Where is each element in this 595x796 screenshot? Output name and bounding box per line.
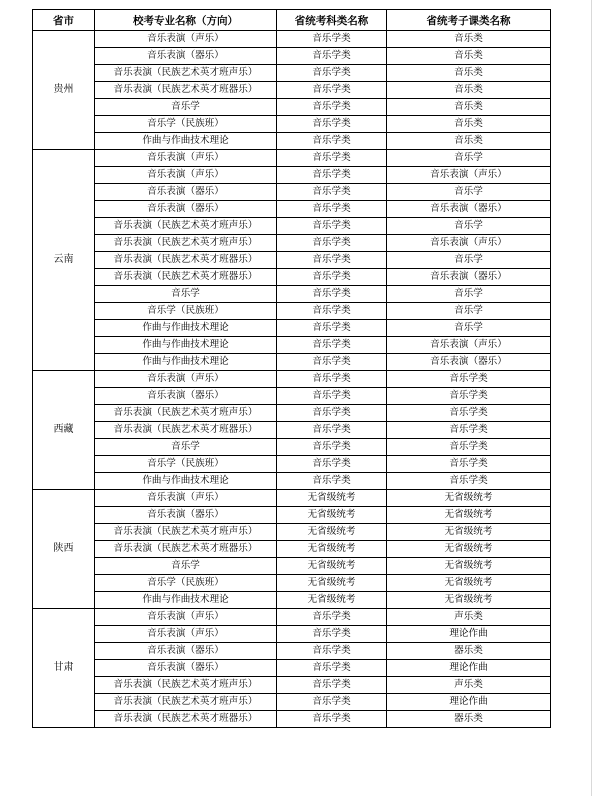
table-row xyxy=(33,490,551,507)
table-row xyxy=(33,643,551,660)
exam-category-cell: 无省级统考 xyxy=(277,592,387,609)
major-cell: 音乐学（民族班） xyxy=(95,575,277,592)
exam-category-cell: 音乐学类 xyxy=(277,116,387,133)
exam-subcategory-cell: 音乐学 xyxy=(387,184,551,201)
major-cell: 作曲与作曲技术理论 xyxy=(95,354,277,371)
exam-category-cell: 无省级统考 xyxy=(277,541,387,558)
table-row xyxy=(33,507,551,524)
table-row xyxy=(33,184,551,201)
major-cell: 音乐表演（声乐） xyxy=(95,167,277,184)
exam-subcategory-cell: 音乐类 xyxy=(387,65,551,82)
exam-subcategory-cell: 音乐类 xyxy=(387,116,551,133)
exam-category-cell: 音乐学类 xyxy=(277,31,387,48)
major-cell: 音乐表演（声乐） xyxy=(95,150,277,167)
exam-subcategory-cell: 音乐学类 xyxy=(387,405,551,422)
exam-category-cell: 音乐学类 xyxy=(277,371,387,388)
table-row xyxy=(33,626,551,643)
table-row xyxy=(33,337,551,354)
exam-subcategory-cell: 无省级统考 xyxy=(387,490,551,507)
exam-subcategory-cell: 无省级统考 xyxy=(387,524,551,541)
major-cell: 音乐表演（民族艺术英才班声乐） xyxy=(95,524,277,541)
exam-subcategory-cell: 理论作曲 xyxy=(387,626,551,643)
table-row xyxy=(33,65,551,82)
exam-subcategory-cell: 音乐表演（器乐） xyxy=(387,201,551,218)
major-cell: 音乐学 xyxy=(95,558,277,575)
major-cell: 音乐表演（器乐） xyxy=(95,48,277,65)
major-cell: 音乐表演（器乐） xyxy=(95,201,277,218)
exam-category-cell: 音乐学类 xyxy=(277,201,387,218)
exam-category-cell: 音乐学类 xyxy=(277,643,387,660)
exam-category-cell: 音乐学类 xyxy=(277,269,387,286)
exam-category-cell: 音乐学类 xyxy=(277,320,387,337)
table-row xyxy=(33,371,551,388)
table-row xyxy=(33,541,551,558)
major-cell: 音乐表演（民族艺术英才班声乐） xyxy=(95,405,277,422)
table-row xyxy=(33,269,551,286)
exam-subcategory-cell: 音乐类 xyxy=(387,31,551,48)
major-cell: 音乐表演（民族艺术英才班器乐） xyxy=(95,711,277,728)
table-row xyxy=(33,218,551,235)
exam-category-cell: 音乐学类 xyxy=(277,422,387,439)
exam-subcategory-cell: 音乐类 xyxy=(387,82,551,99)
exam-category-cell: 音乐学类 xyxy=(277,218,387,235)
major-cell: 音乐学 xyxy=(95,439,277,456)
exam-category-cell: 音乐学类 xyxy=(277,405,387,422)
table-row xyxy=(33,609,551,626)
exam-category-cell: 无省级统考 xyxy=(277,558,387,575)
exam-subcategory-cell: 音乐学 xyxy=(387,303,551,320)
table-row xyxy=(33,133,551,150)
table-row xyxy=(33,252,551,269)
exam-subcategory-cell: 音乐类 xyxy=(387,99,551,116)
exam-subcategory-cell: 音乐表演（声乐） xyxy=(387,167,551,184)
header-major: 校考专业名称（方向） xyxy=(95,10,277,31)
exam-category-cell: 音乐学类 xyxy=(277,660,387,677)
exam-category-cell: 音乐学类 xyxy=(277,677,387,694)
exam-category-cell: 音乐学类 xyxy=(277,694,387,711)
exam-category-cell: 音乐学类 xyxy=(277,354,387,371)
header-exam-subcategory: 省统考子课类名称 xyxy=(387,10,551,31)
major-cell: 音乐表演（民族艺术英才班器乐） xyxy=(95,252,277,269)
exam-category-cell: 音乐学类 xyxy=(277,337,387,354)
exam-subcategory-cell: 音乐表演（声乐） xyxy=(387,337,551,354)
header-exam-category: 省统考科类名称 xyxy=(277,10,387,31)
exam-category-cell: 音乐学类 xyxy=(277,235,387,252)
exam-subcategory-cell: 音乐学 xyxy=(387,286,551,303)
major-cell: 音乐学（民族班） xyxy=(95,116,277,133)
exam-subcategory-cell: 音乐学类 xyxy=(387,422,551,439)
major-cell: 音乐表演（器乐） xyxy=(95,643,277,660)
major-cell: 音乐表演（民族艺术英才班声乐） xyxy=(95,694,277,711)
table-row xyxy=(33,439,551,456)
table-row xyxy=(33,473,551,490)
exam-subcategory-cell: 音乐学 xyxy=(387,218,551,235)
exam-category-cell: 音乐学类 xyxy=(277,150,387,167)
exam-subcategory-cell: 声乐类 xyxy=(387,609,551,626)
exam-subcategory-cell: 音乐学类 xyxy=(387,439,551,456)
exam-category-cell: 无省级统考 xyxy=(277,490,387,507)
page-edge xyxy=(591,0,592,796)
exam-subcategory-cell: 音乐学类 xyxy=(387,456,551,473)
exam-category-cell: 音乐学类 xyxy=(277,711,387,728)
exam-subcategory-cell: 器乐类 xyxy=(387,643,551,660)
exam-category-cell: 音乐学类 xyxy=(277,439,387,456)
table-row xyxy=(33,320,551,337)
exam-category-cell: 音乐学类 xyxy=(277,388,387,405)
exam-category-cell: 无省级统考 xyxy=(277,575,387,592)
exam-category-cell: 音乐学类 xyxy=(277,184,387,201)
table-row xyxy=(33,150,551,167)
table-row xyxy=(33,235,551,252)
table-row xyxy=(33,405,551,422)
exam-subcategory-cell: 声乐类 xyxy=(387,677,551,694)
exam-subcategory-cell: 音乐学类 xyxy=(387,473,551,490)
major-cell: 音乐学（民族班） xyxy=(95,303,277,320)
table-row xyxy=(33,694,551,711)
exam-category-cell: 音乐学类 xyxy=(277,133,387,150)
exam-category-cell: 音乐学类 xyxy=(277,48,387,65)
province-cell: 云南 xyxy=(33,150,95,371)
table-row xyxy=(33,677,551,694)
exam-category-cell: 音乐学类 xyxy=(277,167,387,184)
major-cell: 音乐表演（声乐） xyxy=(95,626,277,643)
major-cell: 作曲与作曲技术理论 xyxy=(95,320,277,337)
table-row xyxy=(33,388,551,405)
major-cell: 音乐表演（民族艺术英才班器乐） xyxy=(95,82,277,99)
major-cell: 音乐表演（声乐） xyxy=(95,490,277,507)
province-cell: 陕西 xyxy=(33,490,95,609)
major-cell: 音乐表演（声乐） xyxy=(95,609,277,626)
major-cell: 音乐表演（声乐） xyxy=(95,371,277,388)
table-row xyxy=(33,167,551,184)
table-row xyxy=(33,99,551,116)
table-row xyxy=(33,48,551,65)
table-row xyxy=(33,201,551,218)
major-cell: 音乐表演（民族艺术英才班声乐） xyxy=(95,677,277,694)
exam-category-cell: 音乐学类 xyxy=(277,609,387,626)
table-row xyxy=(33,354,551,371)
exam-subcategory-cell: 音乐表演（声乐） xyxy=(387,235,551,252)
table-row xyxy=(33,286,551,303)
exam-subcategory-cell: 音乐学类 xyxy=(387,371,551,388)
province-cell: 甘肃 xyxy=(33,609,95,728)
province-cell: 西藏 xyxy=(33,371,95,490)
exam-subcategory-cell: 音乐学 xyxy=(387,150,551,167)
major-cell: 音乐表演（民族艺术英才班声乐） xyxy=(95,65,277,82)
exam-subcategory-cell: 音乐类 xyxy=(387,133,551,150)
exam-subcategory-cell: 音乐学 xyxy=(387,320,551,337)
table-row xyxy=(33,524,551,541)
table-row xyxy=(33,592,551,609)
exam-subcategory-cell: 理论作曲 xyxy=(387,694,551,711)
document-sheet xyxy=(32,9,550,728)
major-cell: 作曲与作曲技术理论 xyxy=(95,473,277,490)
exam-subcategory-cell: 无省级统考 xyxy=(387,592,551,609)
table-body xyxy=(33,31,551,728)
exam-subcategory-cell: 无省级统考 xyxy=(387,575,551,592)
major-cell: 作曲与作曲技术理论 xyxy=(95,592,277,609)
exam-category-cell: 音乐学类 xyxy=(277,99,387,116)
table-row xyxy=(33,422,551,439)
header-row xyxy=(33,10,551,31)
table-row xyxy=(33,303,551,320)
exam-subcategory-cell: 无省级统考 xyxy=(387,541,551,558)
exam-category-cell: 音乐学类 xyxy=(277,473,387,490)
table-row xyxy=(33,31,551,48)
major-cell: 音乐表演（民族艺术英才班声乐） xyxy=(95,235,277,252)
table-row xyxy=(33,456,551,473)
major-cell: 音乐表演（器乐） xyxy=(95,660,277,677)
major-cell: 音乐表演（声乐） xyxy=(95,31,277,48)
exam-subcategory-cell: 音乐表演（器乐） xyxy=(387,269,551,286)
major-cell: 作曲与作曲技术理论 xyxy=(95,133,277,150)
table-row xyxy=(33,660,551,677)
exam-category-cell: 无省级统考 xyxy=(277,524,387,541)
exam-subcategory-cell: 理论作曲 xyxy=(387,660,551,677)
exam-subcategory-cell: 音乐表演（器乐） xyxy=(387,354,551,371)
exam-category-cell: 音乐学类 xyxy=(277,286,387,303)
major-cell: 音乐学（民族班） xyxy=(95,456,277,473)
major-cell: 音乐表演（器乐） xyxy=(95,184,277,201)
major-cell: 音乐学 xyxy=(95,286,277,303)
admissions-table xyxy=(32,9,551,728)
major-cell: 音乐表演（器乐） xyxy=(95,388,277,405)
exam-category-cell: 音乐学类 xyxy=(277,82,387,99)
exam-category-cell: 音乐学类 xyxy=(277,626,387,643)
table-row xyxy=(33,558,551,575)
major-cell: 音乐表演（民族艺术英才班器乐） xyxy=(95,541,277,558)
exam-category-cell: 音乐学类 xyxy=(277,456,387,473)
exam-category-cell: 音乐学类 xyxy=(277,252,387,269)
exam-subcategory-cell: 音乐类 xyxy=(387,48,551,65)
exam-subcategory-cell: 器乐类 xyxy=(387,711,551,728)
header-province: 省市 xyxy=(33,10,95,31)
major-cell: 音乐表演（民族艺术英才班器乐） xyxy=(95,422,277,439)
province-cell: 贵州 xyxy=(33,31,95,150)
exam-subcategory-cell: 无省级统考 xyxy=(387,507,551,524)
major-cell: 作曲与作曲技术理论 xyxy=(95,337,277,354)
major-cell: 音乐表演（器乐） xyxy=(95,507,277,524)
table-row xyxy=(33,575,551,592)
table-row xyxy=(33,711,551,728)
exam-subcategory-cell: 音乐学 xyxy=(387,252,551,269)
exam-category-cell: 音乐学类 xyxy=(277,65,387,82)
major-cell: 音乐表演（民族艺术英才班声乐） xyxy=(95,218,277,235)
exam-subcategory-cell: 无省级统考 xyxy=(387,558,551,575)
table-row xyxy=(33,82,551,99)
table-row xyxy=(33,116,551,133)
major-cell: 音乐学 xyxy=(95,99,277,116)
exam-category-cell: 音乐学类 xyxy=(277,303,387,320)
exam-category-cell: 无省级统考 xyxy=(277,507,387,524)
major-cell: 音乐表演（民族艺术英才班器乐） xyxy=(95,269,277,286)
exam-subcategory-cell: 音乐学类 xyxy=(387,388,551,405)
